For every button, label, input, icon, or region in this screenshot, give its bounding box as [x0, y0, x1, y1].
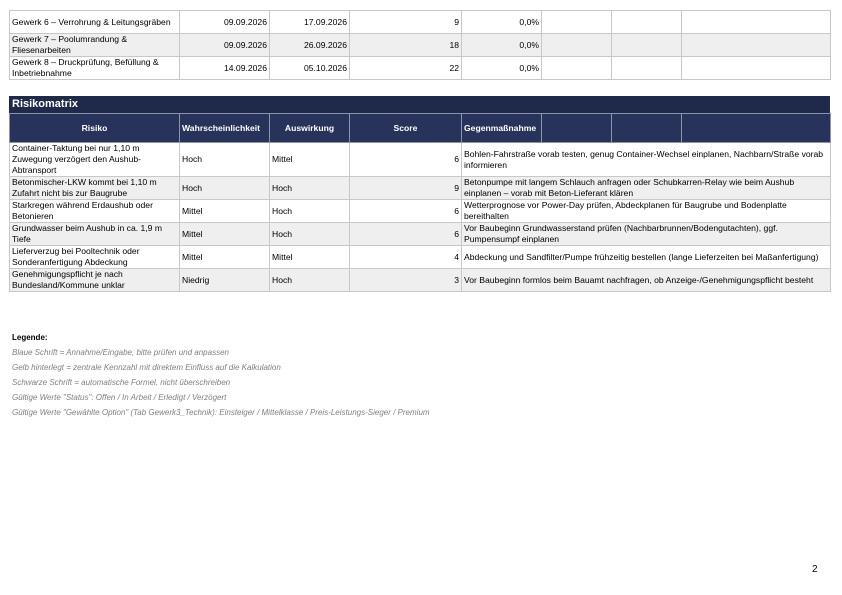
risk-cell: Lieferverzug bei Pooltechnik oder Sonderanfertigung Abdeckung	[10, 246, 180, 269]
empty-cell	[682, 34, 831, 57]
risk-matrix-table	[9, 113, 831, 292]
task-name: Gewerk 7 – Poolumrandung & Fliesenarbeiten	[10, 34, 180, 57]
impact-cell: Hoch	[270, 269, 350, 292]
probability-cell: Mittel	[180, 246, 270, 269]
measure-cell: Bohlen-Fahrstraße vorab testen, genug Container-Wechsel einplanen, Nachbarn/Straße vorab informieren	[462, 143, 831, 177]
empty-cell	[612, 11, 682, 34]
header-empty	[612, 114, 682, 143]
score-cell: 4	[350, 246, 462, 269]
header-empty	[682, 114, 831, 143]
empty-cell	[612, 57, 682, 80]
risk-cell: Grundwasser beim Aushub in ca. 1,9 m Tiefe	[10, 223, 180, 246]
empty-cell	[542, 34, 612, 57]
measure-cell: Vor Baubeginn Grundwasserstand prüfen (Nachbarbrunnen/Bodengutachten), ggf. Pumpensumpf einplanen	[462, 223, 831, 246]
progress-percent: 0,0%	[462, 11, 542, 34]
impact-cell: Hoch	[270, 200, 350, 223]
progress-percent: 0,0%	[462, 34, 542, 57]
probability-cell: Niedrig	[180, 269, 270, 292]
measure-cell: Wetterprognose vor Power-Day prüfen, Abdeckplanen für Baugrube und Bodenplatte bereithalten	[462, 200, 831, 223]
empty-cell	[542, 57, 612, 80]
header-risk: Risiko	[10, 114, 180, 143]
score-cell: 6	[350, 200, 462, 223]
header-empty	[542, 114, 612, 143]
risk-matrix-title: Risikomatrix	[9, 96, 830, 113]
legend-line: Gültige Werte "Gewählte Option" (Tab Gewerk3_Technik): Einsteiger / Mittelklasse / Preis-Leistungs-Sieger / Premium	[12, 408, 430, 417]
duration-days: 9	[350, 11, 462, 34]
table-row	[10, 269, 831, 292]
table-row	[10, 11, 831, 34]
header-measure: Gegenmaßnahme	[462, 114, 542, 143]
risk-cell: Container-Taktung bei nur 1,10 m Zuwegung verzögert den Aushub-Abtransport	[10, 143, 180, 177]
measure-cell: Abdeckung und Sandfilter/Pumpe frühzeitig bestellen (lange Lieferzeiten bei Maßanfertigung)	[462, 246, 831, 269]
impact-cell: Hoch	[270, 177, 350, 200]
impact-cell: Hoch	[270, 223, 350, 246]
table-row	[10, 200, 831, 223]
impact-cell: Mittel	[270, 143, 350, 177]
table-row	[10, 223, 831, 246]
task-name: Gewerk 8 – Druckprüfung, Befüllung & Inbetriebnahme	[10, 57, 180, 80]
table-row	[10, 246, 831, 269]
start-date: 14.09.2026	[180, 57, 270, 80]
probability-cell: Hoch	[180, 143, 270, 177]
empty-cell	[682, 57, 831, 80]
measure-cell: Betonpumpe mit langem Schlauch anfragen oder Schubkarren-Relay wie beim Aushub einplanen – vorab mit Beton-Lieferant klären	[462, 177, 831, 200]
progress-percent: 0,0%	[462, 57, 542, 80]
duration-days: 22	[350, 57, 462, 80]
impact-cell: Mittel	[270, 246, 350, 269]
risk-header-row	[10, 114, 831, 143]
probability-cell: Mittel	[180, 200, 270, 223]
legend	[12, 330, 430, 420]
task-name: Gewerk 6 – Verrohrung & Leitungsgräben	[10, 11, 180, 34]
legend-line: Blaue Schrift = Annahme/Eingabe, bitte prüfen und anpassen	[12, 348, 229, 357]
header-score: Score	[350, 114, 462, 143]
risk-cell: Betonmischer-LKW kommt bei 1,10 m Zufahrt nicht bis zur Baugrube	[10, 177, 180, 200]
end-date: 05.10.2026	[270, 57, 350, 80]
start-date: 09.09.2026	[180, 11, 270, 34]
empty-cell	[682, 11, 831, 34]
table-row	[10, 57, 831, 80]
table-row	[10, 143, 831, 177]
header-probability: Wahrscheinlichkeit	[180, 114, 270, 143]
probability-cell: Hoch	[180, 177, 270, 200]
legend-line: Gelb hinterlegt = zentrale Kennzahl mit direktem Einfluss auf die Kalkulation	[12, 363, 281, 372]
legend-line: Gültige Werte "Status": Offen / In Arbeit / Erledigt / Verzögert	[12, 393, 227, 402]
risk-cell: Genehmigungspflicht je nach Bundesland/Kommune unklar	[10, 269, 180, 292]
measure-cell: Vor Baubeginn formlos beim Bauamt nachfragen, ob Anzeige-/Genehmigungspflicht besteht	[462, 269, 831, 292]
page-number: 2	[812, 564, 818, 575]
score-cell: 6	[350, 223, 462, 246]
empty-cell	[612, 34, 682, 57]
duration-days: 18	[350, 34, 462, 57]
legend-title: Legende:	[12, 333, 48, 342]
end-date: 26.09.2026	[270, 34, 350, 57]
header-impact: Auswirkung	[270, 114, 350, 143]
start-date: 09.09.2026	[180, 34, 270, 57]
score-cell: 3	[350, 269, 462, 292]
empty-cell	[542, 11, 612, 34]
legend-line: Schwarze Schrift = automatische Formel, nicht überschreiben	[12, 378, 231, 387]
schedule-table	[9, 10, 831, 80]
score-cell: 9	[350, 177, 462, 200]
score-cell: 6	[350, 143, 462, 177]
table-row	[10, 34, 831, 57]
risk-cell: Starkregen während Erdaushub oder Betonieren	[10, 200, 180, 223]
probability-cell: Mittel	[180, 223, 270, 246]
end-date: 17.09.2026	[270, 11, 350, 34]
table-row	[10, 177, 831, 200]
